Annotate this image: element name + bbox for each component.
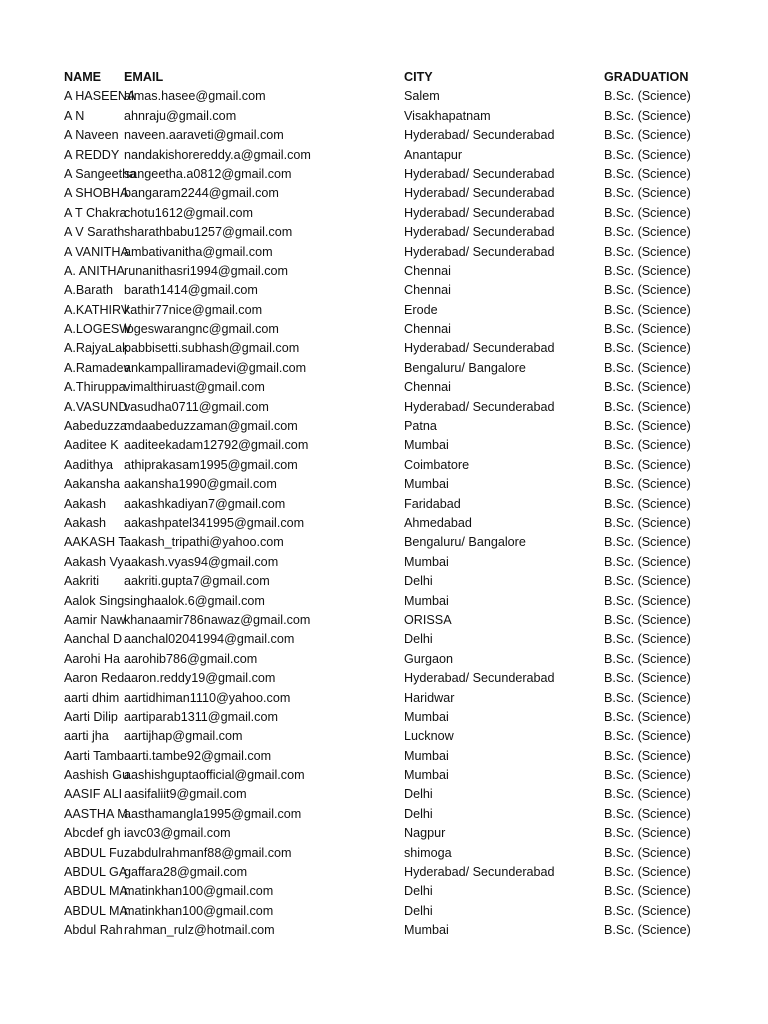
table-row bbox=[0, 436, 768, 455]
graduation-cell: B.Sc. (Science) bbox=[604, 806, 691, 821]
city-cell: Delhi bbox=[404, 574, 433, 589]
graduation-cell: B.Sc. (Science) bbox=[604, 438, 691, 453]
email-cell: aakriti.gupta7@gmail.com bbox=[124, 574, 270, 589]
name-cell: Aabeduzza bbox=[64, 419, 128, 434]
email-cell: zabdulrahmanf88@gmail.com bbox=[124, 845, 292, 860]
email-cell: ambativanitha@gmail.com bbox=[124, 244, 273, 259]
email-cell: aakash_tripathi@yahoo.com bbox=[124, 535, 284, 550]
graduation-cell: B.Sc. (Science) bbox=[604, 108, 691, 123]
table-row bbox=[0, 669, 768, 688]
email-cell: aartidhiman1110@yahoo.com bbox=[124, 690, 291, 705]
email-cell: aasthamangla1995@gmail.com bbox=[124, 806, 302, 821]
name-cell: A SHOBHA bbox=[64, 186, 129, 201]
graduation-cell: B.Sc. (Science) bbox=[604, 380, 691, 395]
city-cell: Gurgaon bbox=[404, 651, 454, 666]
city-cell: Hyderabad/ Secunderabad bbox=[404, 244, 555, 259]
name-cell: A V Sarath bbox=[64, 225, 125, 240]
city-cell: Hyderabad/ Secunderabad bbox=[404, 225, 555, 240]
city-cell: Mumbai bbox=[404, 709, 449, 724]
email-cell: runanithasri1994@gmail.com bbox=[124, 263, 288, 278]
graduation-cell: B.Sc. (Science) bbox=[604, 884, 691, 899]
city-cell: Hyderabad/ Secunderabad bbox=[404, 128, 555, 143]
email-cell: logeswarangnc@gmail.com bbox=[124, 322, 279, 337]
graduation-cell: B.Sc. (Science) bbox=[604, 496, 691, 511]
name-cell: AAKASH T bbox=[64, 535, 127, 550]
email-cell: mdaabeduzzaman@gmail.com bbox=[124, 419, 298, 434]
city-cell: Delhi bbox=[404, 787, 433, 802]
graduation-cell: B.Sc. (Science) bbox=[604, 709, 691, 724]
city-cell: shimoga bbox=[404, 845, 452, 860]
table-row bbox=[0, 882, 768, 901]
table-row bbox=[0, 456, 768, 475]
email-cell: singhaalok.6@gmail.com bbox=[124, 593, 265, 608]
city-cell: Hyderabad/ Secunderabad bbox=[404, 205, 555, 220]
table-row bbox=[0, 785, 768, 804]
city-cell: Hyderabad/ Secunderabad bbox=[404, 186, 555, 201]
graduation-cell: B.Sc. (Science) bbox=[604, 244, 691, 259]
graduation-cell: B.Sc. (Science) bbox=[604, 535, 691, 550]
email-cell: naveen.aaraveti@gmail.com bbox=[124, 128, 284, 143]
table-row bbox=[0, 747, 768, 766]
city-cell: Chennai bbox=[404, 263, 451, 278]
graduation-cell: B.Sc. (Science) bbox=[604, 690, 691, 705]
table-body bbox=[0, 87, 768, 940]
name-cell: Aakash Vy bbox=[64, 554, 124, 569]
graduation-cell: B.Sc. (Science) bbox=[604, 477, 691, 492]
graduation-cell: B.Sc. (Science) bbox=[604, 205, 691, 220]
graduation-cell: B.Sc. (Science) bbox=[604, 826, 691, 841]
header-graduation: GRADUATION bbox=[604, 70, 689, 84]
table-row bbox=[0, 824, 768, 843]
table-row bbox=[0, 475, 768, 494]
graduation-cell: B.Sc. (Science) bbox=[604, 787, 691, 802]
email-cell: aarohib786@gmail.com bbox=[124, 651, 258, 666]
spreadsheet bbox=[0, 68, 768, 941]
name-cell: Aakriti bbox=[64, 574, 99, 589]
graduation-cell: B.Sc. (Science) bbox=[604, 748, 691, 763]
graduation-cell: B.Sc. (Science) bbox=[604, 593, 691, 608]
email-cell: chotu1612@gmail.com bbox=[124, 205, 253, 220]
email-cell: aarti.tambe92@gmail.com bbox=[124, 748, 272, 763]
name-cell: A HASEENA bbox=[64, 89, 136, 104]
name-cell: Aakash bbox=[64, 515, 107, 530]
name-cell: A N bbox=[64, 108, 85, 123]
name-cell: AASTHA M bbox=[64, 806, 128, 821]
name-cell: A.VASUND bbox=[64, 399, 128, 414]
city-cell: Hyderabad/ Secunderabad bbox=[404, 865, 555, 880]
header-name: NAME bbox=[64, 70, 102, 84]
email-cell: aanchal02041994@gmail.com bbox=[124, 632, 295, 647]
graduation-cell: B.Sc. (Science) bbox=[604, 147, 691, 162]
email-cell: nandakishorereddy.a@gmail.com bbox=[124, 147, 311, 162]
city-cell: Anantapur bbox=[404, 147, 463, 162]
table-row bbox=[0, 514, 768, 533]
graduation-cell: B.Sc. (Science) bbox=[604, 263, 691, 278]
table-row bbox=[0, 863, 768, 882]
graduation-cell: B.Sc. (Science) bbox=[604, 302, 691, 317]
city-cell: Mumbai bbox=[404, 923, 449, 938]
name-cell: Abcdef gh bbox=[64, 826, 121, 841]
table-row bbox=[0, 320, 768, 339]
city-cell: Lucknow bbox=[404, 729, 454, 744]
graduation-cell: B.Sc. (Science) bbox=[604, 729, 691, 744]
graduation-cell: B.Sc. (Science) bbox=[604, 671, 691, 686]
name-cell: Aarohi Ha bbox=[64, 651, 121, 666]
header-email: EMAIL bbox=[124, 70, 164, 84]
name-cell: A REDDY bbox=[64, 147, 120, 162]
graduation-cell: B.Sc. (Science) bbox=[604, 845, 691, 860]
table-row bbox=[0, 689, 768, 708]
email-cell: barath1414@gmail.com bbox=[124, 283, 258, 298]
city-cell: Delhi bbox=[404, 903, 433, 918]
email-cell: gaffara28@gmail.com bbox=[124, 865, 248, 880]
graduation-cell: B.Sc. (Science) bbox=[604, 128, 691, 143]
name-cell: A.Barath bbox=[64, 283, 114, 298]
table-row bbox=[0, 844, 768, 863]
table-row bbox=[0, 223, 768, 242]
city-cell: Coimbatore bbox=[404, 457, 470, 472]
email-cell: aartiparab1311@gmail.com bbox=[124, 709, 278, 724]
name-cell: A.LOGESW bbox=[64, 322, 132, 337]
graduation-cell: B.Sc. (Science) bbox=[604, 457, 691, 472]
city-cell: Erode bbox=[404, 302, 438, 317]
graduation-cell: B.Sc. (Science) bbox=[604, 923, 691, 938]
email-cell: athiprakasam1995@gmail.com bbox=[124, 457, 298, 472]
name-cell: ABDUL GA bbox=[64, 865, 128, 880]
email-cell: khanaamir786nawaz@gmail.com bbox=[124, 612, 311, 627]
name-cell: aarti dhim bbox=[64, 690, 120, 705]
city-cell: Faridabad bbox=[404, 496, 461, 511]
city-cell: Delhi bbox=[404, 806, 433, 821]
table-row bbox=[0, 630, 768, 649]
table-row bbox=[0, 339, 768, 358]
table-row bbox=[0, 107, 768, 126]
city-cell: Hyderabad/ Secunderabad bbox=[404, 166, 555, 181]
email-cell: pabbisetti.subhash@gmail.com bbox=[124, 341, 300, 356]
graduation-cell: B.Sc. (Science) bbox=[604, 166, 691, 181]
graduation-cell: B.Sc. (Science) bbox=[604, 341, 691, 356]
city-cell: Chennai bbox=[404, 322, 451, 337]
table-row bbox=[0, 359, 768, 378]
name-cell: Aamir Naw bbox=[64, 612, 126, 627]
table-row bbox=[0, 805, 768, 824]
name-cell: ABDUL MA bbox=[64, 903, 128, 918]
email-cell: matinkhan100@gmail.com bbox=[124, 884, 274, 899]
city-cell: Chennai bbox=[404, 380, 451, 395]
table-row bbox=[0, 553, 768, 572]
email-cell: ankampalliramadevi@gmail.com bbox=[124, 360, 307, 375]
graduation-cell: B.Sc. (Science) bbox=[604, 632, 691, 647]
table-row bbox=[0, 572, 768, 591]
table-row bbox=[0, 262, 768, 281]
email-cell: sharathbabu1257@gmail.com bbox=[124, 225, 293, 240]
email-cell: aaditeekadam12792@gmail.com bbox=[124, 438, 309, 453]
email-cell: iavc03@gmail.com bbox=[124, 826, 231, 841]
email-cell: ahnraju@gmail.com bbox=[124, 108, 237, 123]
email-cell: aakashpatel341995@gmail.com bbox=[124, 515, 305, 530]
graduation-cell: B.Sc. (Science) bbox=[604, 903, 691, 918]
table-row bbox=[0, 204, 768, 223]
table-row bbox=[0, 87, 768, 106]
table-row bbox=[0, 301, 768, 320]
graduation-cell: B.Sc. (Science) bbox=[604, 515, 691, 530]
name-cell: Aalok Sing bbox=[64, 593, 125, 608]
graduation-cell: B.Sc. (Science) bbox=[604, 225, 691, 240]
city-cell: Visakhapatnam bbox=[404, 108, 491, 123]
city-cell: Mumbai bbox=[404, 438, 449, 453]
header-row bbox=[0, 68, 768, 87]
name-cell: Aarti Tamb bbox=[64, 748, 124, 763]
graduation-cell: B.Sc. (Science) bbox=[604, 283, 691, 298]
email-cell: aartijhap@gmail.com bbox=[124, 729, 243, 744]
city-cell: Mumbai bbox=[404, 477, 449, 492]
city-cell: Mumbai bbox=[404, 593, 449, 608]
name-cell: A VANITHA bbox=[64, 244, 129, 259]
email-cell: aashishguptaofficial@gmail.com bbox=[124, 768, 305, 783]
email-cell: vimalthiruast@gmail.com bbox=[124, 380, 265, 395]
name-cell: Aakash bbox=[64, 496, 107, 511]
email-cell: aaron.reddy19@gmail.com bbox=[124, 671, 276, 686]
table-row bbox=[0, 650, 768, 669]
city-cell: Chennai bbox=[404, 283, 451, 298]
name-cell: A.RajyaLak bbox=[64, 341, 129, 356]
graduation-cell: B.Sc. (Science) bbox=[604, 612, 691, 627]
city-cell: Patna bbox=[404, 419, 437, 434]
city-cell: Bengaluru/ Bangalore bbox=[404, 360, 526, 375]
email-cell: kathir77nice@gmail.com bbox=[124, 302, 263, 317]
email-cell: rahman_rulz@hotmail.com bbox=[124, 923, 275, 938]
city-cell: Hyderabad/ Secunderabad bbox=[404, 399, 555, 414]
name-cell: AASIF ALI bbox=[64, 787, 123, 802]
table-row bbox=[0, 592, 768, 611]
city-cell: Nagpur bbox=[404, 826, 446, 841]
name-cell: Aaron Red bbox=[64, 671, 125, 686]
name-cell: Aakansha bbox=[64, 477, 121, 492]
city-cell: Bengaluru/ Bangalore bbox=[404, 535, 526, 550]
name-cell: Aaditee K bbox=[64, 438, 119, 453]
name-cell: Aarti Dilip bbox=[64, 709, 118, 724]
graduation-cell: B.Sc. (Science) bbox=[604, 186, 691, 201]
city-cell: Ahmedabad bbox=[404, 515, 472, 530]
graduation-cell: B.Sc. (Science) bbox=[604, 651, 691, 666]
graduation-cell: B.Sc. (Science) bbox=[604, 322, 691, 337]
name-cell: A T Chakra bbox=[64, 205, 127, 220]
table-row bbox=[0, 281, 768, 300]
city-cell: Haridwar bbox=[404, 690, 455, 705]
city-cell: Mumbai bbox=[404, 554, 449, 569]
name-cell: A. ANITHA bbox=[64, 263, 125, 278]
graduation-cell: B.Sc. (Science) bbox=[604, 574, 691, 589]
graduation-cell: B.Sc. (Science) bbox=[604, 419, 691, 434]
city-cell: Mumbai bbox=[404, 768, 449, 783]
table-row bbox=[0, 165, 768, 184]
name-cell: Aashish Gu bbox=[64, 768, 130, 783]
name-cell: Abdul Rah bbox=[64, 923, 123, 938]
city-cell: Hyderabad/ Secunderabad bbox=[404, 671, 555, 686]
graduation-cell: B.Sc. (Science) bbox=[604, 554, 691, 569]
email-cell: bangaram2244@gmail.com bbox=[124, 186, 279, 201]
graduation-cell: B.Sc. (Science) bbox=[604, 768, 691, 783]
header-city: CITY bbox=[404, 70, 433, 84]
name-cell: Aadithya bbox=[64, 457, 114, 472]
name-cell: A Naveen bbox=[64, 128, 119, 143]
graduation-cell: B.Sc. (Science) bbox=[604, 865, 691, 880]
table-row bbox=[0, 398, 768, 417]
email-cell: aakashkadiyan7@gmail.com bbox=[124, 496, 286, 511]
name-cell: A.Ramadev bbox=[64, 360, 130, 375]
graduation-cell: B.Sc. (Science) bbox=[604, 399, 691, 414]
graduation-cell: B.Sc. (Science) bbox=[604, 89, 691, 104]
email-cell: almas.hasee@gmail.com bbox=[124, 89, 266, 104]
name-cell: ABDUL MA bbox=[64, 884, 128, 899]
table-row bbox=[0, 417, 768, 436]
table-row bbox=[0, 902, 768, 921]
name-cell: Aanchal D bbox=[64, 632, 123, 647]
name-cell: A.Thiruppa bbox=[64, 380, 126, 395]
email-cell: aakash.vyas94@gmail.com bbox=[124, 554, 279, 569]
table-row bbox=[0, 533, 768, 552]
email-cell: aakansha1990@gmail.com bbox=[124, 477, 277, 492]
email-cell: vasudha0711@gmail.com bbox=[124, 399, 269, 414]
name-cell: A Sangeetha bbox=[64, 166, 137, 181]
table-row bbox=[0, 126, 768, 145]
email-cell: sangeetha.a0812@gmail.com bbox=[124, 166, 292, 181]
city-cell: Delhi bbox=[404, 632, 433, 647]
email-cell: matinkhan100@gmail.com bbox=[124, 903, 274, 918]
email-cell: aasifaliit9@gmail.com bbox=[124, 787, 247, 802]
name-cell: ABDUL Fu bbox=[64, 845, 124, 860]
table-row bbox=[0, 611, 768, 630]
graduation-cell: B.Sc. (Science) bbox=[604, 360, 691, 375]
city-cell: Salem bbox=[404, 89, 440, 104]
table-row bbox=[0, 378, 768, 397]
city-cell: Hyderabad/ Secunderabad bbox=[404, 341, 555, 356]
city-cell: Mumbai bbox=[404, 748, 449, 763]
city-cell: Delhi bbox=[404, 884, 433, 899]
table-row bbox=[0, 766, 768, 785]
table-row bbox=[0, 184, 768, 203]
table-row bbox=[0, 146, 768, 165]
table-row bbox=[0, 921, 768, 940]
table-row bbox=[0, 243, 768, 262]
name-cell: A.KATHIRV bbox=[64, 302, 130, 317]
name-cell: aarti jha bbox=[64, 729, 109, 744]
city-cell: ORISSA bbox=[404, 612, 452, 627]
table-row bbox=[0, 495, 768, 514]
table-row bbox=[0, 727, 768, 746]
table-row bbox=[0, 708, 768, 727]
